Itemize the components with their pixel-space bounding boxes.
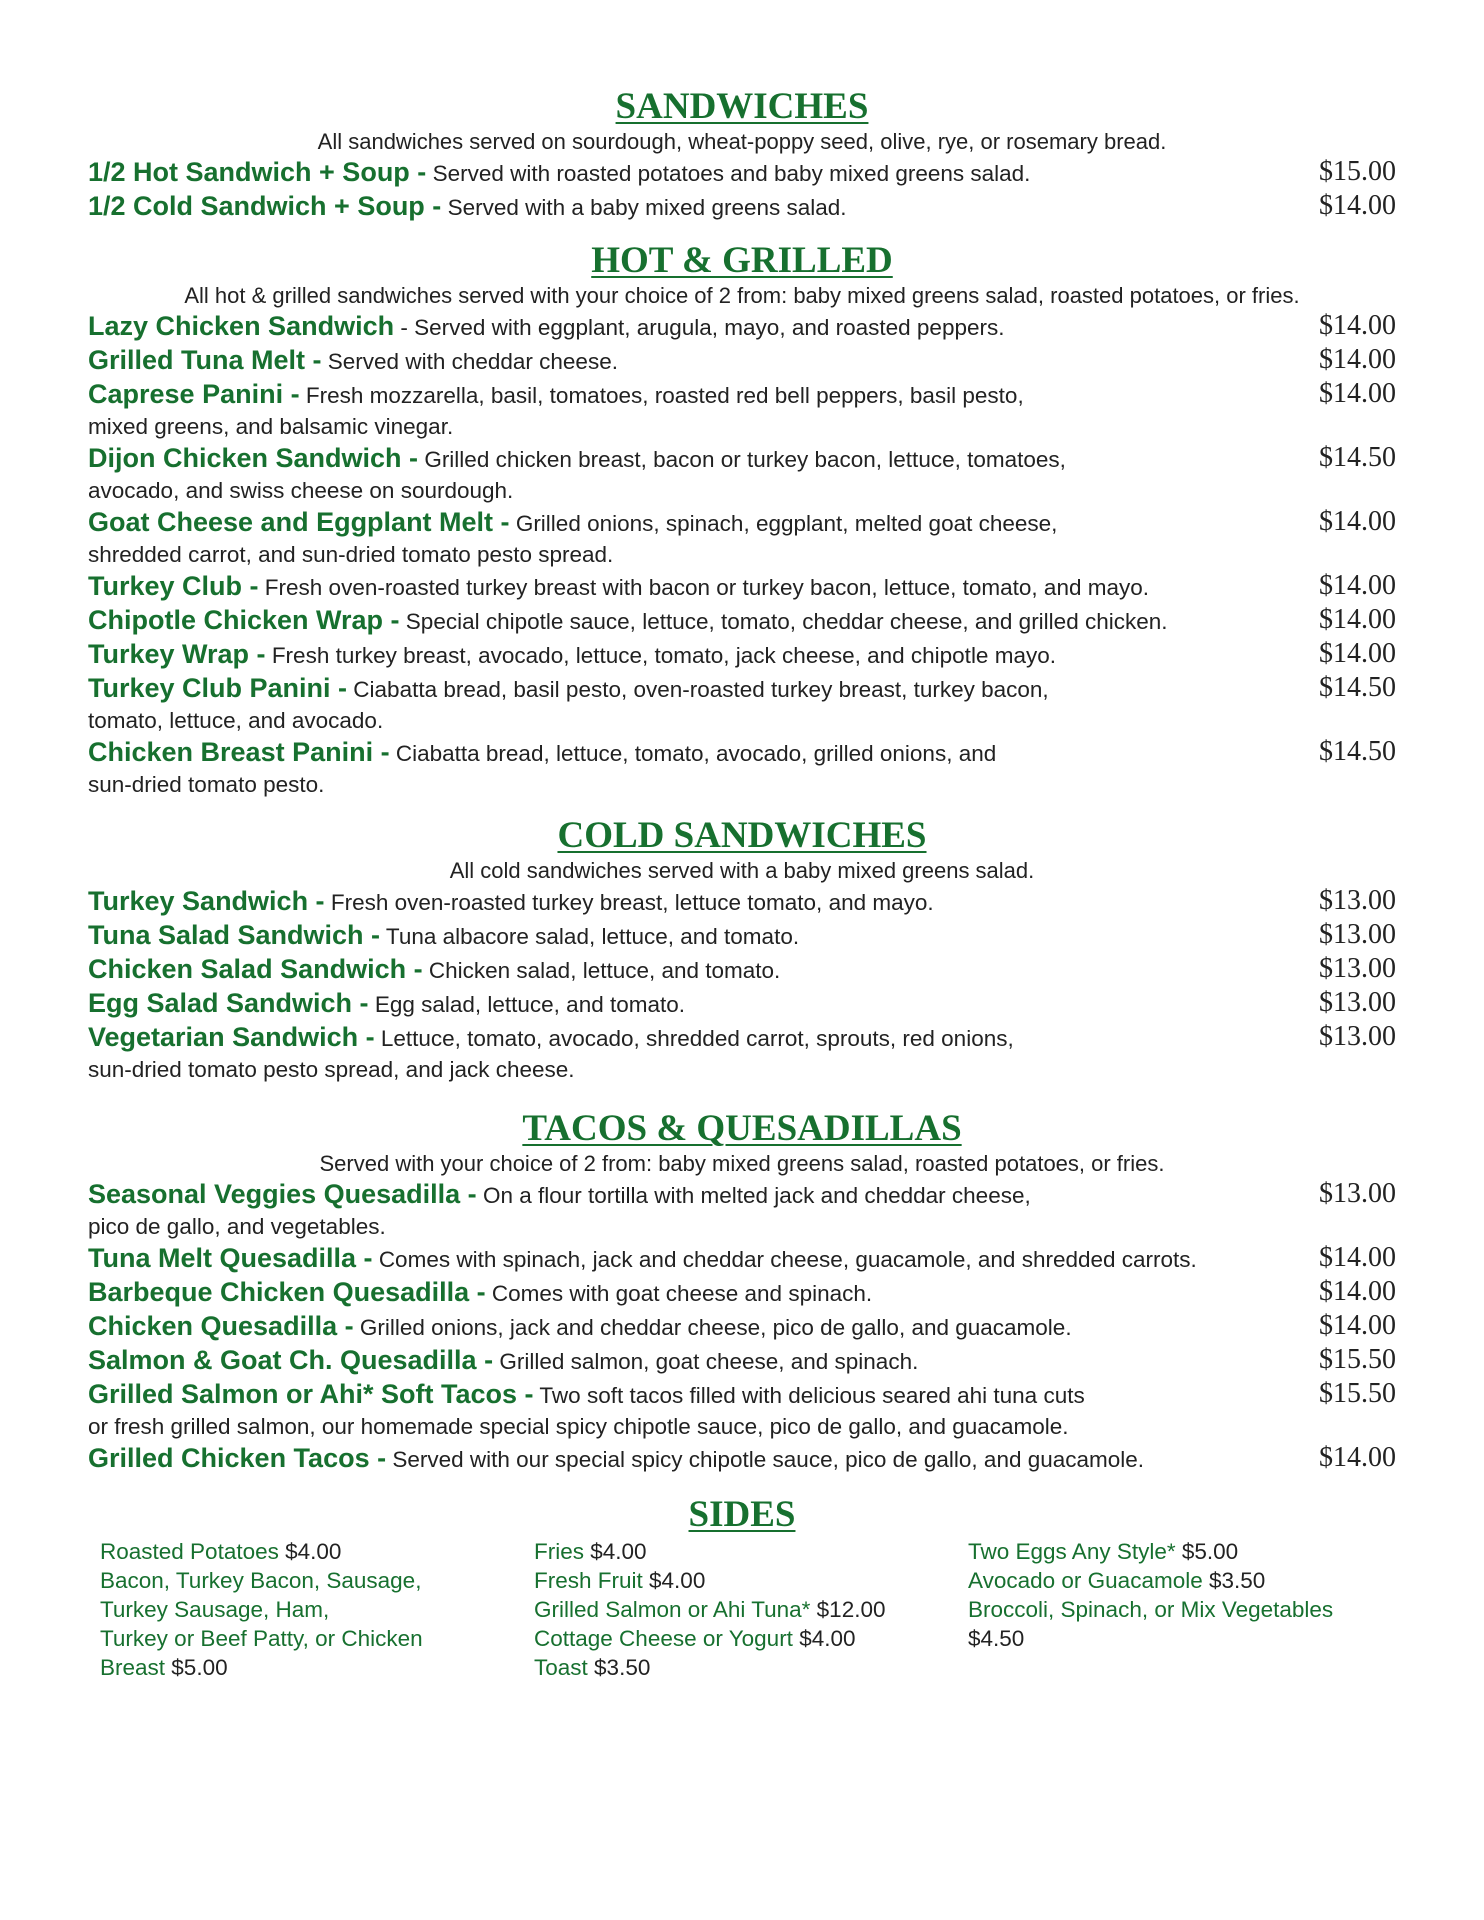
item-line xyxy=(88,1442,1396,1476)
item-line xyxy=(88,1242,1396,1276)
menu-item xyxy=(0,1276,1484,1310)
menu-item xyxy=(0,919,1484,953)
section-title: SANDWICHES xyxy=(615,86,869,127)
item-name: Lazy Chicken Sandwich xyxy=(88,311,395,341)
item-description: Grilled onions, jack and cheddar cheese, pico de gallo, and guacamole. xyxy=(359,1315,1072,1340)
item-description: Fresh turkey breast, avocado, lettuce, tomato, jack cheese, and chipotle mayo. xyxy=(271,643,1056,668)
section-subtitle: Served with your choice of 2 from: baby mixed greens salad, roasted potatoes, or fries. xyxy=(319,1151,1165,1176)
item-price: $14.50 xyxy=(1319,672,1396,703)
item-description: Served with our special spicy chipotle sauce, pico de gallo, and guacamole. xyxy=(392,1447,1145,1472)
section-cold-sandwiches xyxy=(0,815,1484,1085)
side-name: Fresh Fruit xyxy=(534,1568,643,1593)
item-description: Fresh oven-roasted turkey breast, lettuce tomato, and mayo. xyxy=(330,890,934,915)
item-price: $15.00 xyxy=(1319,156,1396,187)
item-description: Served with cheddar cheese. xyxy=(327,349,618,374)
item-price: $13.00 xyxy=(1319,885,1396,916)
side-item xyxy=(534,1566,934,1595)
item-name: Grilled Chicken Tacos - xyxy=(88,1443,387,1473)
item-line xyxy=(88,672,1396,706)
item-description-continued: shredded carrot, and sun-dried tomato pesto spread. xyxy=(88,542,614,567)
item-line xyxy=(88,1310,1396,1344)
side-item xyxy=(968,1595,1368,1624)
item-price: $14.00 xyxy=(1319,190,1396,221)
menu-item xyxy=(0,378,1484,442)
item-description: - Served with eggplant, arugula, mayo, and roasted peppers. xyxy=(400,315,1005,340)
item-description: Chicken salad, lettuce, and tomato. xyxy=(428,958,781,983)
menu-item xyxy=(0,310,1484,344)
side-name: Bacon, Turkey Bacon, Sausage, xyxy=(100,1568,422,1593)
item-name: Barbeque Chicken Quesadilla - xyxy=(88,1277,486,1307)
menu-item xyxy=(0,1310,1484,1344)
item-description-continued: or fresh grilled salmon, our homemade special spicy chipotle sauce, pico de gallo, and guacamole. xyxy=(88,1414,1069,1439)
menu-item xyxy=(0,1442,1484,1476)
side-item xyxy=(100,1566,500,1595)
item-line xyxy=(88,885,1396,919)
item-line xyxy=(88,604,1396,638)
side-item xyxy=(100,1595,500,1624)
menu-item xyxy=(0,1378,1484,1442)
item-name: Caprese Panini - xyxy=(88,379,300,409)
item-line xyxy=(88,1344,1396,1378)
item-name: Chicken Salad Sandwich - xyxy=(88,954,423,984)
item-name: Goat Cheese and Eggplant Melt - xyxy=(88,507,510,537)
side-item xyxy=(534,1653,934,1682)
item-line xyxy=(88,506,1396,540)
item-description: Egg salad, lettuce, and tomato. xyxy=(374,992,686,1017)
section-subtitle: All sandwiches served on sourdough, wheat-poppy seed, olive, rye, or rosemary bread. xyxy=(317,129,1167,154)
item-line xyxy=(88,919,1396,953)
item-price: $14.00 xyxy=(1319,378,1396,409)
item-price: $13.00 xyxy=(1319,953,1396,984)
item-price: $14.00 xyxy=(1319,604,1396,635)
menu-item xyxy=(0,1344,1484,1378)
item-name: Egg Salad Sandwich - xyxy=(88,988,369,1018)
menu-item xyxy=(0,1178,1484,1242)
side-name: Breast xyxy=(100,1655,166,1680)
section-title: SIDES xyxy=(688,1494,796,1535)
side-price: $4.00 xyxy=(649,1568,706,1593)
item-name: Turkey Sandwich - xyxy=(88,886,325,916)
section-title: TACOS & QUESADILLAS xyxy=(522,1108,962,1149)
item-price: $13.00 xyxy=(1319,987,1396,1018)
side-name: Avocado or Guacamole xyxy=(968,1568,1203,1593)
item-description: Comes with goat cheese and spinach. xyxy=(491,1281,873,1306)
item-price: $14.00 xyxy=(1319,1310,1396,1341)
side-item xyxy=(100,1653,500,1682)
side-name: Toast xyxy=(534,1655,588,1680)
item-price: $14.50 xyxy=(1319,736,1396,767)
side-name: Fries xyxy=(534,1539,584,1564)
item-line xyxy=(88,987,1396,1021)
menu-item xyxy=(0,1242,1484,1276)
item-list xyxy=(0,1178,1484,1476)
side-price: $4.00 xyxy=(590,1539,647,1564)
menu-item xyxy=(0,344,1484,378)
side-price: $5.00 xyxy=(1181,1539,1239,1564)
menu-item xyxy=(0,1021,1484,1085)
item-name: Chicken Breast Panini - xyxy=(88,737,390,767)
sides-column-3 xyxy=(968,1537,1368,1653)
side-price: $4.50 xyxy=(968,1626,1025,1651)
item-description-continued: sun-dried tomato pesto. xyxy=(88,772,325,797)
side-price: $5.00 xyxy=(171,1655,228,1680)
side-item xyxy=(534,1595,934,1624)
item-description: Fresh oven-roasted turkey breast with bacon or turkey bacon, lettuce, tomato, and mayo. xyxy=(264,575,1149,600)
item-description: Tuna albacore salad, lettuce, and tomato. xyxy=(385,924,800,949)
item-price: $15.50 xyxy=(1319,1344,1396,1375)
item-description-continued: sun-dried tomato pesto spread, and jack cheese. xyxy=(88,1057,575,1082)
menu-item xyxy=(0,885,1484,919)
item-description: Ciabatta bread, basil pesto, oven-roasted turkey breast, turkey bacon, xyxy=(353,677,1049,702)
item-price: $14.50 xyxy=(1319,442,1396,473)
side-item xyxy=(968,1566,1368,1595)
item-name: 1/2 Cold Sandwich + Soup - xyxy=(88,191,442,221)
item-name: Seasonal Veggies Quesadilla - xyxy=(88,1179,477,1209)
item-name: Dijon Chicken Sandwich - xyxy=(88,443,419,473)
item-line xyxy=(88,570,1396,604)
item-line xyxy=(88,638,1396,672)
side-item xyxy=(534,1537,934,1566)
menu-item xyxy=(0,736,1484,800)
item-line xyxy=(88,310,1396,344)
menu-item xyxy=(0,672,1484,736)
item-line xyxy=(88,190,1396,224)
item-line xyxy=(88,378,1396,412)
item-price: $14.00 xyxy=(1319,1442,1396,1473)
side-name: Turkey Sausage, Ham, xyxy=(100,1597,330,1622)
item-description: Grilled chicken breast, bacon or turkey bacon, lettuce, tomatoes, xyxy=(424,447,1066,472)
item-description: Lettuce, tomato, avocado, shredded carrot, sprouts, red onions, xyxy=(380,1026,1014,1051)
item-description-continued: avocado, and swiss cheese on sourdough. xyxy=(88,478,514,503)
side-item xyxy=(968,1537,1368,1566)
item-name: Turkey Club - xyxy=(88,571,259,601)
side-name: Two Eggs Any Style* xyxy=(968,1539,1176,1564)
item-description-continued: tomato, lettuce, and avocado. xyxy=(88,708,384,733)
item-line xyxy=(88,1378,1396,1412)
item-name: Chicken Quesadilla - xyxy=(88,1311,354,1341)
section-title: COLD SANDWICHES xyxy=(557,815,927,856)
section-subtitle: All hot & grilled sandwiches served with your choice of 2 from: baby mixed greens salad, roasted potatoes, or fries. xyxy=(184,283,1300,308)
side-name: Roasted Potatoes xyxy=(100,1539,279,1564)
item-description: Served with a baby mixed greens salad. xyxy=(447,195,847,220)
item-line xyxy=(88,953,1396,987)
item-price: $14.00 xyxy=(1319,1276,1396,1307)
item-name: 1/2 Hot Sandwich + Soup - xyxy=(88,157,427,187)
item-list xyxy=(0,156,1484,224)
item-name: Vegetarian Sandwich - xyxy=(88,1022,375,1052)
item-name: Chipotle Chicken Wrap - xyxy=(88,605,400,635)
item-name: Tuna Salad Sandwich - xyxy=(88,920,381,950)
section-hot-grilled xyxy=(0,240,1484,800)
item-line xyxy=(88,1276,1396,1310)
item-list xyxy=(0,310,1484,800)
menu-item xyxy=(0,987,1484,1021)
item-description: Fresh mozzarella, basil, tomatoes, roasted red bell peppers, basil pesto, xyxy=(305,383,1024,408)
item-price: $13.00 xyxy=(1319,1021,1396,1052)
sides-column-2 xyxy=(534,1537,934,1682)
item-name: Tuna Melt Quesadilla - xyxy=(88,1243,373,1273)
menu-item xyxy=(0,442,1484,506)
item-description: Grilled salmon, goat cheese, and spinach. xyxy=(499,1349,919,1374)
menu-item xyxy=(0,156,1484,190)
item-line xyxy=(88,442,1396,476)
item-list xyxy=(0,885,1484,1085)
side-price: $4.00 xyxy=(285,1539,342,1564)
section-sandwiches xyxy=(0,86,1484,224)
sides-column-1 xyxy=(100,1537,500,1682)
item-description: Comes with spinach, jack and cheddar cheese, guacamole, and shredded carrots. xyxy=(378,1247,1197,1272)
menu-item xyxy=(0,604,1484,638)
item-line xyxy=(88,1021,1396,1055)
side-name: Turkey or Beef Patty, or Chicken xyxy=(100,1626,423,1651)
item-line xyxy=(88,344,1396,378)
section-subtitle: All cold sandwiches served with a baby mixed greens salad. xyxy=(449,858,1035,883)
item-description: Two soft tacos filled with delicious seared ahi tuna cuts xyxy=(539,1383,1085,1408)
item-line xyxy=(88,736,1396,770)
menu-item xyxy=(0,638,1484,672)
item-name: Grilled Tuna Melt - xyxy=(88,345,322,375)
item-description: Served with roasted potatoes and baby mixed greens salad. xyxy=(432,161,1031,186)
menu-item xyxy=(0,570,1484,604)
menu-item xyxy=(0,506,1484,570)
menu-item xyxy=(0,190,1484,224)
side-item xyxy=(100,1624,500,1653)
item-price: $13.00 xyxy=(1319,919,1396,950)
side-item xyxy=(968,1624,1368,1653)
item-name: Turkey Wrap - xyxy=(88,639,266,669)
item-price: $14.00 xyxy=(1319,570,1396,601)
item-description: On a flour tortilla with melted jack and cheddar cheese, xyxy=(482,1183,1031,1208)
side-name: Grilled Salmon or Ahi Tuna* xyxy=(534,1597,811,1622)
side-item xyxy=(100,1537,500,1566)
side-item xyxy=(534,1624,934,1653)
side-price: $12.00 xyxy=(816,1597,886,1622)
side-name: Cottage Cheese or Yogurt xyxy=(534,1626,793,1651)
item-name: Grilled Salmon or Ahi* Soft Tacos - xyxy=(88,1379,534,1409)
item-price: $14.00 xyxy=(1319,638,1396,669)
section-title: HOT & GRILLED xyxy=(591,240,893,281)
item-price: $14.00 xyxy=(1319,506,1396,537)
side-price: $3.50 xyxy=(594,1655,651,1680)
side-price: $3.50 xyxy=(1209,1568,1266,1593)
item-name: Turkey Club Panini - xyxy=(88,673,348,703)
item-description: Grilled onions, spinach, eggplant, melted goat cheese, xyxy=(515,511,1058,536)
item-price: $13.00 xyxy=(1319,1178,1396,1209)
item-description: Special chipotle sauce, lettuce, tomato, cheddar cheese, and grilled chicken. xyxy=(405,609,1168,634)
section-tacos-quesadillas xyxy=(0,1108,1484,1476)
side-name: Broccoli, Spinach, or Mix Vegetables xyxy=(968,1597,1334,1622)
item-price: $14.00 xyxy=(1319,344,1396,375)
item-price: $15.50 xyxy=(1319,1378,1396,1409)
menu-item xyxy=(0,953,1484,987)
item-description-continued: mixed greens, and balsamic vinegar. xyxy=(88,414,454,439)
item-price: $14.00 xyxy=(1319,1242,1396,1273)
item-description: Ciabatta bread, lettuce, tomato, avocado, grilled onions, and xyxy=(395,741,997,766)
item-price: $14.00 xyxy=(1319,310,1396,341)
item-description-continued: pico de gallo, and vegetables. xyxy=(88,1214,386,1239)
item-line xyxy=(88,1178,1396,1212)
side-price: $4.00 xyxy=(799,1626,856,1651)
section-sides xyxy=(0,1494,1484,1536)
item-line xyxy=(88,156,1396,190)
item-name: Salmon & Goat Ch. Quesadilla - xyxy=(88,1345,494,1375)
